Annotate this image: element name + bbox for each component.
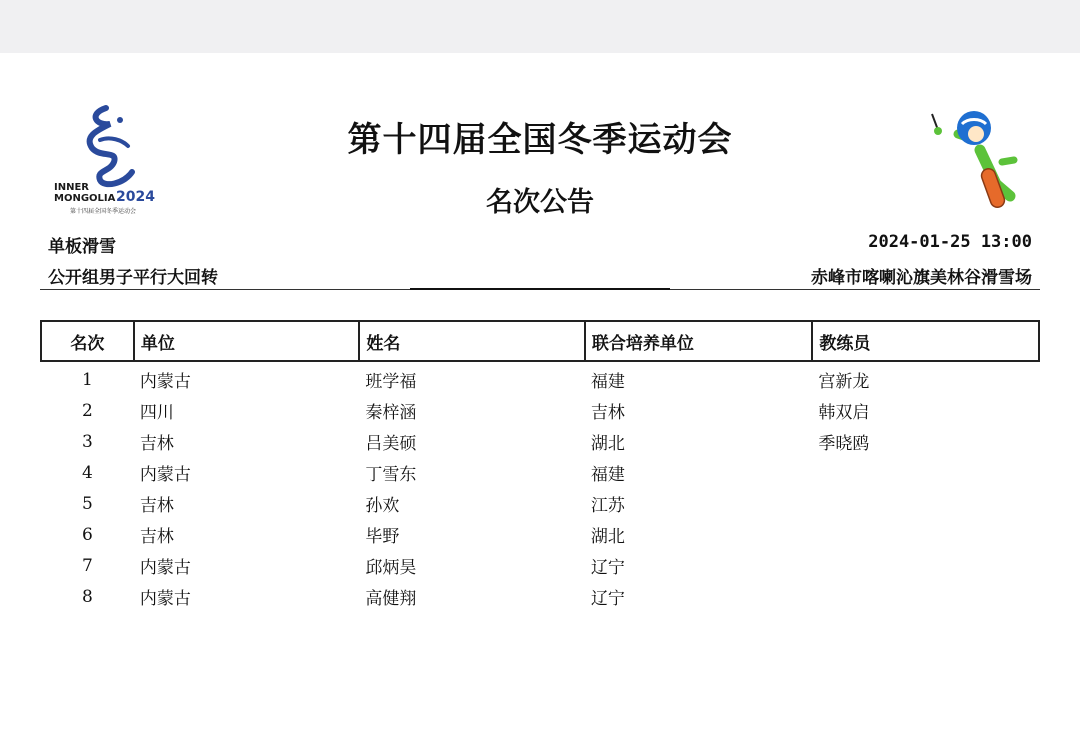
table-row <box>41 395 1039 426</box>
logo-caption: 第十四届全国冬季运动会 <box>70 208 137 215</box>
table-row <box>41 519 1039 550</box>
name-cell: 高健翔 <box>365 589 417 609</box>
rank-cell: 8 <box>82 586 93 607</box>
rank-cell: 2 <box>82 400 93 421</box>
rank-cell: 7 <box>82 555 93 576</box>
coach-cell: 季晓鸥 <box>818 434 870 454</box>
name-cell: 秦梓涵 <box>365 403 417 423</box>
joint-cell: 吉林 <box>590 403 625 423</box>
unit-cell: 内蒙古 <box>139 558 191 578</box>
event-label: 公开组男子平行大回转 <box>48 268 218 288</box>
rank-cell: 5 <box>82 493 93 514</box>
table-row <box>41 581 1039 612</box>
name-cell: 班学福 <box>365 372 417 392</box>
rank-cell: 1 <box>82 369 93 390</box>
unit-cell: 吉林 <box>139 527 174 547</box>
header-coach: 教练员 <box>812 321 1039 361</box>
joint-cell: 湖北 <box>590 434 625 454</box>
joint-cell: 辽宁 <box>590 589 625 609</box>
name-cell: 吕美硕 <box>365 434 417 454</box>
rank-cell: 6 <box>82 524 93 545</box>
name-cell: 邱炳昊 <box>365 558 417 578</box>
unit-cell: 吉林 <box>139 496 174 516</box>
page-subtitle: 名次公告 <box>486 187 594 218</box>
top-bar <box>0 0 1080 53</box>
table-row <box>41 550 1039 581</box>
name-cell: 丁雪东 <box>365 465 417 485</box>
venue-label: 赤峰市喀喇沁旗美林谷滑雪场 <box>811 268 1032 288</box>
coach-cell: 宫新龙 <box>818 372 870 392</box>
table-row <box>41 488 1039 519</box>
header-name: 姓名 <box>359 321 585 361</box>
coach-cell <box>812 550 1039 581</box>
logo-line1: INNER <box>54 182 89 193</box>
joint-cell: 辽宁 <box>590 558 625 578</box>
results-table <box>40 320 1040 612</box>
header-rank: 名次 <box>41 321 134 361</box>
joint-cell: 湖北 <box>590 527 625 547</box>
unit-cell: 内蒙古 <box>139 465 191 485</box>
sport-label: 单板滑雪 <box>48 237 116 257</box>
unit-cell: 吉林 <box>139 434 174 454</box>
rank-cell: 4 <box>82 462 93 483</box>
unit-cell: 内蒙古 <box>139 589 191 609</box>
coach-cell <box>812 488 1039 519</box>
rank-cell: 3 <box>82 431 93 452</box>
table-row <box>41 457 1039 488</box>
coach-cell: 韩双启 <box>818 403 870 423</box>
unit-cell: 四川 <box>139 403 174 423</box>
joint-cell: 福建 <box>590 372 625 392</box>
coach-cell <box>812 457 1039 488</box>
logo-year: 2024 <box>116 189 155 205</box>
coach-cell <box>812 519 1039 550</box>
logo-line2: MONGOLIA <box>54 193 116 204</box>
unit-cell: 内蒙古 <box>139 372 191 392</box>
header-unit: 单位 <box>134 321 360 361</box>
header-joint-unit: 联合培养单位 <box>585 321 813 361</box>
coach-cell <box>812 581 1039 612</box>
name-cell: 毕野 <box>365 527 400 547</box>
table-row <box>41 426 1039 457</box>
joint-cell: 福建 <box>590 465 625 485</box>
name-cell: 孙欢 <box>365 496 400 516</box>
header-divider-accent <box>410 288 670 290</box>
page-title: 第十四届全国冬季运动会 <box>347 120 733 160</box>
table-header-row <box>41 321 1039 361</box>
joint-cell: 江苏 <box>590 496 625 516</box>
datetime-label: 2024-01-25 13:00 <box>868 232 1032 252</box>
table-row <box>41 361 1039 395</box>
